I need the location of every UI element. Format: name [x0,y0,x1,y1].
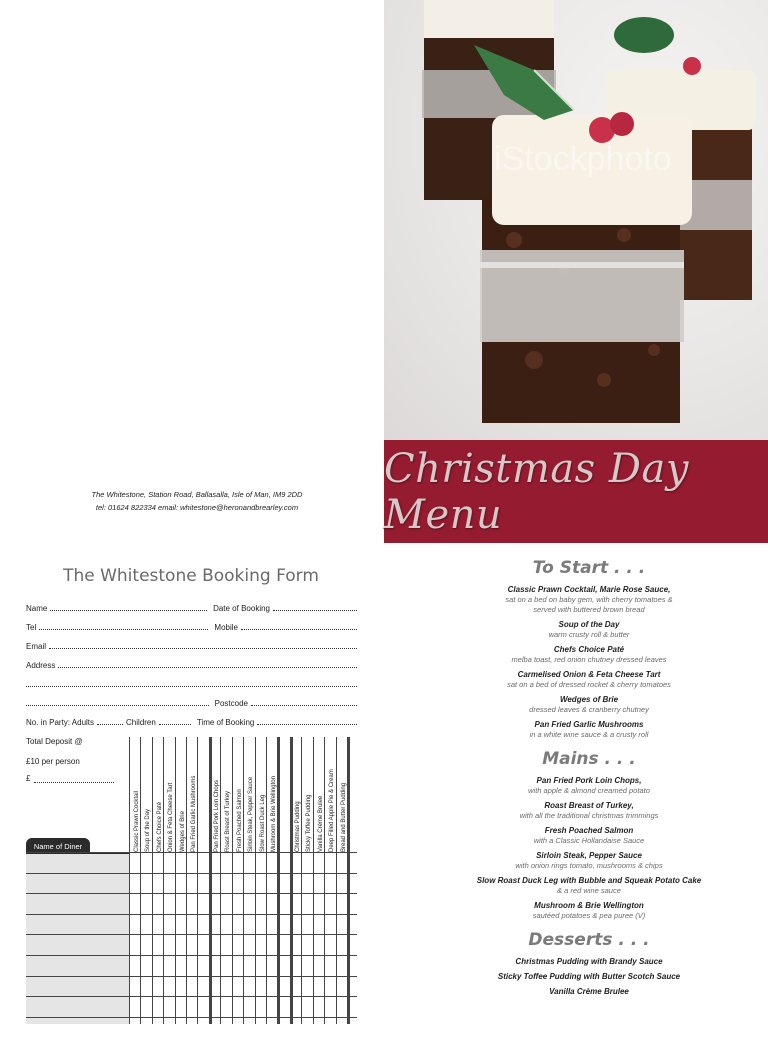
menu-item-name: Pan Fried Pork Loin Chops, [536,776,642,785]
grid-column-label: Sticky Toffee Pudding [306,794,313,852]
grid-column-label: Vanilla Crème Brulee [317,795,324,852]
menu-item-name: Carmelised Onion & Feta Cheese Tart [517,670,661,679]
grid-column-rule [347,737,350,1024]
diner-name-field[interactable] [26,997,129,1016]
tel-field[interactable] [39,621,208,630]
email-field[interactable] [49,640,357,649]
menu-item-name: Chefs Choice Paté [553,645,625,654]
grid-column-header [290,737,301,852]
deposit-line-2: £10 per person [26,757,80,766]
form-row-email [26,639,357,651]
mains-heading: Mains . . . [542,749,636,769]
menu-item-name: Soup of the Day [558,620,620,629]
form-title: The Whitestone Booking Form [63,566,319,586]
time-field[interactable] [257,716,357,725]
grid-column-label: Pan Fried Pork Loin Chops [214,779,220,852]
menu-item-description: served with buttered brown bread [533,605,645,614]
menu-item-description: melba toast, red onion chutney dressed leaves [511,655,667,664]
menu-item-description: with apple & almond creamed potato [528,786,650,795]
grid-column-header [255,737,266,852]
mobile-label: Mobile [214,623,238,632]
form-row-postcode [26,696,357,708]
menu-item-description: dressed leaves & cranberry chutney [529,705,649,714]
menu-item-name: Slow Roast Duck Leg with Bubble and Squeak Potato Cake [476,876,702,885]
grid-column-rule [277,737,280,1024]
form-row-address [26,658,357,670]
diner-name-field[interactable] [26,915,129,934]
grid-column-label: Sirloin Steak, Pepper Sauce [248,776,255,852]
form-row-name [26,601,357,613]
form-row-party [26,715,357,727]
contact-line: tel: 01624 822334 email: whitestone@heronandbrearley.com [95,503,299,512]
name-field[interactable] [50,602,207,611]
menu-item-name: Roast Breast of Turkey, [544,801,634,810]
menu-item-name: Sticky Toffee Pudding with Butter Scotch Sauce [497,972,681,981]
address-label: Address [26,661,56,670]
postcode-label: Postcode [214,699,248,708]
grid-column-label: Soup of the Day [145,808,152,852]
grid-column-header [336,737,347,852]
address-block [40,488,354,514]
menu-title: Christmas Day Menu [384,445,689,538]
grid-column-label: Roast Breast of Turkey [225,790,232,852]
menu-item-description: sautéed potatoes & pea puree (V) [532,911,646,920]
menu-item-description: & a red wine sauce [557,886,621,895]
grid-column-header [129,737,140,852]
postcode-field[interactable] [251,697,357,706]
menu-item-description: in a white wine sauce & a crusty roll [529,730,649,739]
grid-column-header [175,737,186,852]
tel-label: Tel [26,623,37,632]
menu-column [440,556,738,997]
menu-item-name: Vanilla Crème Brulee [549,987,629,996]
children-field[interactable] [159,716,191,725]
mobile-field[interactable] [241,621,357,630]
grid-column-header [152,737,163,852]
menu-item-description: with a Classic Hollandaise Sauce [533,836,645,845]
diner-name-field[interactable] [26,956,129,975]
diner-header: Name of Diner [26,838,90,854]
grid-column-header [220,737,231,852]
grid-column-label: Christmas Pudding [295,801,301,852]
starters-list [440,585,738,740]
email-label: Email [26,642,47,651]
form-row-tel [26,620,357,632]
diner-name-field[interactable] [26,935,129,954]
grid-column-label: Pan Fried Garlic Mushrooms [191,775,197,852]
diner-name-field[interactable] [26,894,129,913]
grid-column-header [209,737,220,852]
address-line: The Whitestone, Station Road, Ballasalla, Isle of Man, IM9 2DD [91,490,303,499]
grid-column-label: Classic Prawn Cocktail [134,790,140,852]
grid-column-label: Slow Roast Duck Leg [259,794,266,852]
date-field[interactable] [273,602,357,611]
deposit-line-1: Total Deposit @ [26,737,83,746]
grid-column-header [232,737,243,852]
grid-column-label: Fresh Poached Salmon [236,789,243,852]
pound-label: £ [26,774,31,783]
grid-column-label: Wedges of Brie [179,811,186,852]
form-row-address-2 [26,677,357,689]
menu-item-name: Wedges of Brie [559,695,619,704]
grid-column-header [313,737,324,852]
grid-column-header [163,737,174,852]
menu-item-description: sat on a bed on baby gem, with cherry tomatoes & [505,595,673,604]
diner-name-field[interactable] [26,874,129,893]
grid-column-header [301,737,312,852]
menu-item-description: warm crusty roll & butter [548,630,630,639]
menu-item-name: Christmas Pudding with Brandy Sauce [515,957,663,966]
time-label: Time of Booking [196,718,255,727]
menu-item-description: sat on a bed of dressed rocket & cherry tomatoes [507,680,671,689]
grid-column-header [140,737,151,852]
grid-column-header [324,737,335,852]
party-label: No. in Party: Adults [26,718,95,727]
menu-banner [384,440,768,543]
diner-name-field[interactable] [26,977,129,996]
grid-column-label: Deep Filled Apple Pie & Cream [329,769,336,852]
diner-name-field[interactable] [26,1018,129,1037]
menu-item-name: Classic Prawn Cocktail, Marie Rose Sauce, [507,585,671,594]
grid-column-label: Mushroom & Brie Wellington [271,776,277,852]
grid-column-rule [197,737,198,1024]
deposit-amount-field[interactable] [34,775,114,783]
address-field[interactable] [58,659,357,668]
grid-column-header [243,737,254,852]
name-label: Name [26,604,48,613]
adults-field[interactable] [97,716,123,725]
cake-photo [384,0,768,440]
desserts-heading: Desserts . . . [528,930,650,950]
grid-column-label: Onion & Feta Cheese Tart [168,782,175,852]
date-label: Date of Booking [213,604,270,613]
address-field-2[interactable] [26,678,357,687]
grid-column-header [266,737,277,852]
menu-item-name: Mushroom & Brie Wellington [534,901,644,910]
menu-item-description: with all the traditional christmas trimmings [519,811,659,820]
grid-column-header [186,737,197,852]
menu-item-description: with onion rings tomato, mushrooms & chips [515,861,663,870]
desserts-list [440,957,738,997]
grid-column-label: Bread and Butter Pudding [340,782,347,852]
children-label: Children [126,718,156,727]
starters-heading: To Start . . . [532,558,646,578]
menu-item-name: Pan Fried Garlic Mushrooms [534,720,644,729]
diner-name-field[interactable] [26,853,129,872]
menu-item-name: Fresh Poached Salmon [544,826,634,835]
address-field-3[interactable] [26,697,209,706]
watermark-text: iStockphoto [494,140,672,178]
grid-column-label: Chefs Choice Paté [156,801,163,852]
menu-item-name: Sirloin Steak, Pepper Sauce [536,851,642,860]
mains-list [440,776,738,921]
deposit-amount-row [26,774,114,783]
